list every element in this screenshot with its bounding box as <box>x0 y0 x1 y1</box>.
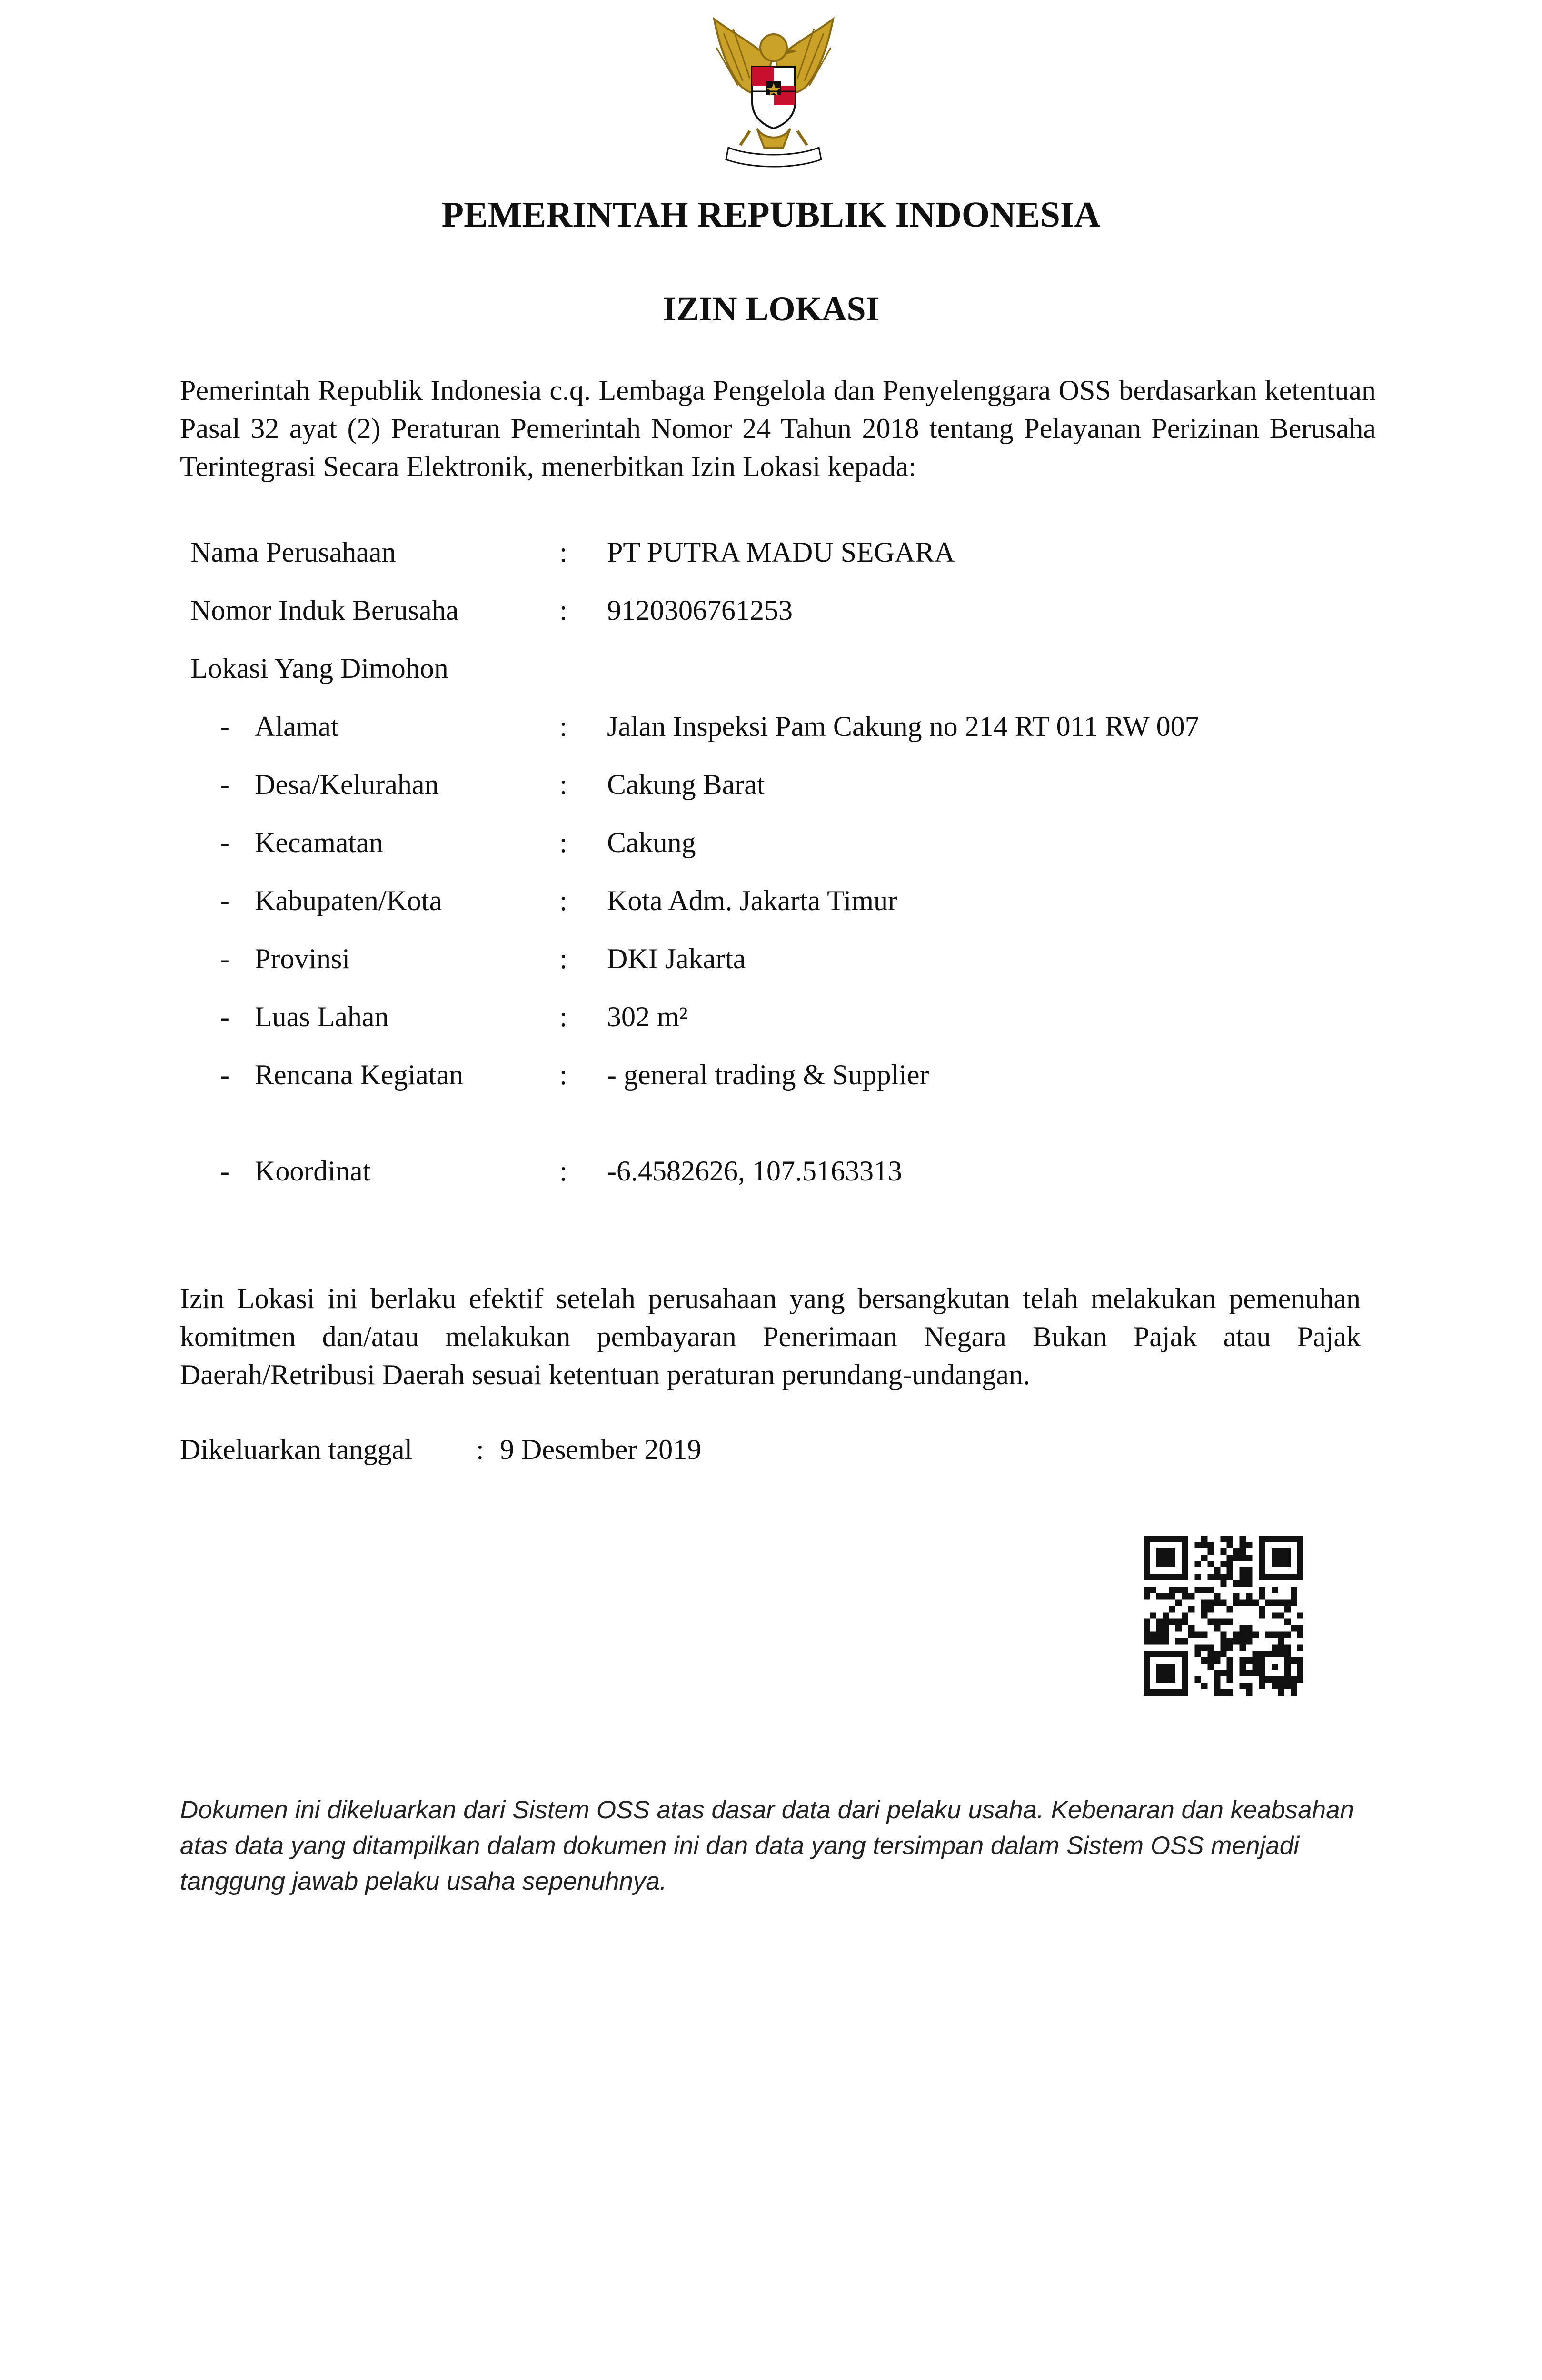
district-label: Kecamatan <box>255 827 383 858</box>
nib-value: 9120306761253 <box>607 595 793 626</box>
bullet-dash: - <box>220 1001 229 1032</box>
colon-separator: : <box>559 536 567 568</box>
bullet-dash: - <box>220 827 229 858</box>
bullet-dash: - <box>220 1059 229 1091</box>
colon-separator: : <box>559 769 567 800</box>
coordinates-value: -6.4582626, 107.5163313 <box>607 1155 902 1187</box>
regency-label: Kabupaten/Kota <box>255 885 442 916</box>
intro-paragraph: Pemerintah Republik Indonesia c.q. Lembaga Pengelola dan Penyelenggara OSS berdasarkan ketentuan Pasal 32 ayat (2) Peraturan Pemerintah Nomor 24 Tahun 2018 tentang Pelayanan Perizinan Berusaha Terintegrasi Secara Elektronik, menerbitkan Izin Lokasi kepada: <box>180 375 1376 482</box>
company-name-value: PT PUTRA MADU SEGARA <box>607 536 955 568</box>
location-heading: Lokasi Yang Dimohon <box>190 653 448 684</box>
government-heading: PEMERINTAH REPUBLIK INDONESIA <box>441 195 1101 235</box>
company-name-label: Nama Perusahaan <box>190 536 396 568</box>
colon-separator: : <box>559 1001 567 1032</box>
qr-code-icon[interactable] <box>1144 1536 1303 1696</box>
bullet-dash: - <box>220 943 229 974</box>
colon-separator: : <box>559 827 567 858</box>
regency-value: Kota Adm. Jakarta Timur <box>607 885 897 916</box>
nib-label: Nomor Induk Berusaha <box>190 595 459 626</box>
bullet-dash: - <box>220 711 229 742</box>
issued-date: 9 Desember 2019 <box>500 1434 702 1465</box>
issued-label: Dikeluarkan tanggal <box>180 1434 413 1465</box>
colon-separator: : <box>559 595 567 626</box>
garuda-emblem-icon <box>700 14 847 171</box>
colon-separator: : <box>559 885 567 916</box>
district-value: Cakung <box>607 827 696 858</box>
land-area-label: Luas Lahan <box>255 1001 389 1032</box>
address-value: Jalan Inspeksi Pam Cakung no 214 RT 011 RW 007 <box>607 711 1199 742</box>
bullet-dash: - <box>220 885 229 916</box>
village-value: Cakung Barat <box>607 769 765 800</box>
colon-separator: : <box>559 1155 567 1187</box>
village-label: Desa/Kelurahan <box>255 769 439 800</box>
coordinates-label: Koordinat <box>255 1155 371 1187</box>
planned-activity-label: Rencana Kegiatan <box>255 1059 464 1091</box>
province-label: Provinsi <box>255 943 350 974</box>
bullet-dash: - <box>220 1155 229 1187</box>
colon-separator: : <box>476 1434 484 1465</box>
planned-activity-value: - general trading & Supplier <box>607 1059 929 1091</box>
colon-separator: : <box>559 711 567 742</box>
document-title: IZIN LOKASI <box>663 290 879 328</box>
land-area-value: 302 m² <box>607 1001 688 1032</box>
validity-paragraph: Izin Lokasi ini berlaku efektif setelah perusahaan yang bersangkutan telah melakukan pemenuhan komitmen dan/atau melakukan pembayaran Penerimaan Negara Bukan Pajak atau Pajak Daerah/Retribusi Daerah sesuai ketentuan peraturan perundang-undangan. <box>180 1283 1361 1390</box>
address-label: Alamat <box>255 711 339 742</box>
colon-separator: : <box>559 1059 567 1091</box>
disclaimer-text: Dokumen ini dikeluarkan dari Sistem OSS atas dasar data dari pelaku usaha. Kebenaran dan keabsahan atas data yang ditampilkan dalam dokumen ini dan data yang tersimpan dalam Sistem OSS menjadi tanggung jawab pelaku usaha sepenuhnya. <box>180 1796 1354 1895</box>
bullet-dash: - <box>220 769 229 800</box>
province-value: DKI Jakarta <box>607 943 746 974</box>
colon-separator: : <box>559 943 567 974</box>
